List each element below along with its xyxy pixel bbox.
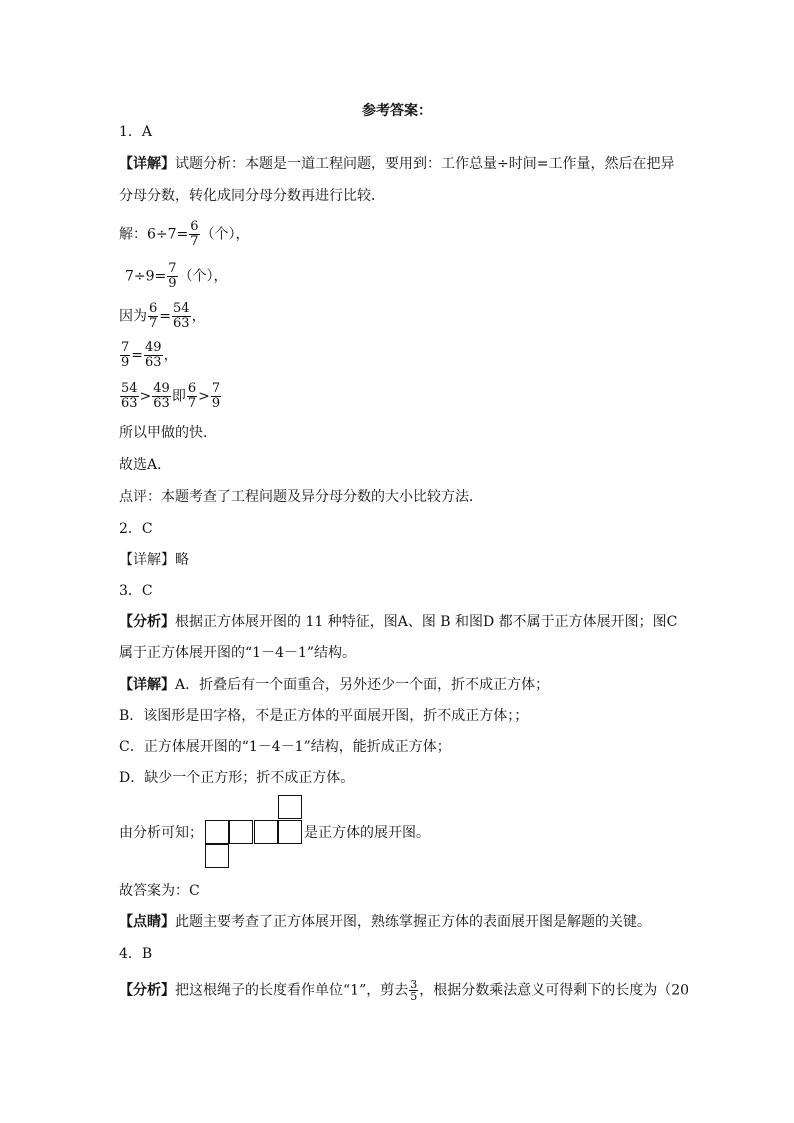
unit-text: （个）， — [200, 226, 250, 243]
q3-analysis-line1 — [119, 612, 677, 632]
tip-tag: 【点睛】 — [119, 914, 175, 930]
unit-text: （个）， — [178, 268, 228, 285]
second-prefix: 7÷9= — [125, 268, 167, 285]
q1-because-line — [119, 302, 206, 331]
fraction-6-7: $\frac{6}{7}$ — [190, 219, 199, 249]
q1-number: 1．A — [119, 124, 153, 140]
solution-prefix: 解：6÷7= — [119, 226, 189, 243]
q3-analysis-line2: 属于正方体展开图的“1－4－1”结构。 — [119, 645, 357, 661]
detail-text: 试题分析：本题是一道工程问题，要用到：工作总量÷时间=工作量，然后在把异 — [175, 156, 675, 172]
fraction-49-63: $\frac{49}{63}$ — [145, 340, 162, 370]
equals-sign: = — [131, 347, 144, 364]
comma: ， — [163, 347, 178, 364]
fraction-54-63: $\frac{54}{63}$ — [121, 381, 138, 411]
q1-second-line — [125, 262, 228, 291]
q3-is-net: 是正方体的展开图。 — [304, 825, 430, 841]
analysis-text-a: 把这根绳子的长度看作单位“1”，剪去 — [175, 982, 409, 999]
analysis-text: 根据正方体展开图的 11 种特征，图A、图 B 和图D 都不属于正方体展开图；图C — [175, 614, 678, 630]
q3-detail-d: D．缺少一个正方形；折不成正方体。 — [119, 770, 355, 786]
detail-tag: 【详解】 — [119, 677, 175, 693]
q1-seven-ninths-line — [119, 341, 178, 370]
detail-tag: 【详解】 — [119, 156, 175, 172]
q1-conclusion: 所以甲做的快． — [119, 425, 217, 441]
fraction-49-63: $\frac{49}{63}$ — [153, 381, 170, 411]
q3-number: 3．C — [119, 583, 153, 599]
net-square — [229, 820, 253, 844]
fraction-7-9: $\frac{7}{9}$ — [121, 340, 130, 370]
q2-number: 2．C — [119, 521, 153, 537]
q3-detail-a — [119, 675, 549, 695]
analysis-tag: 【分析】 — [119, 614, 175, 630]
analysis-text-b: ，根据分数乘法意义可得剩下的长度为（20 — [419, 982, 690, 999]
fraction-3-5: $\frac{3}{5}$ — [410, 978, 418, 1003]
analysis-tag: 【分析】 — [119, 982, 175, 999]
q1-comment: 点评：本题考查了工程问题及异分母分数的大小比较方法． — [119, 489, 483, 505]
q3-detail-b: B．该图形是田字格，不是正方体的平面展开图，折不成正方体；； — [119, 708, 529, 724]
cube-net-figure — [205, 795, 305, 870]
net-square — [254, 820, 278, 844]
detail-text: A．折叠后有一个面重合，另外还少一个面，折不成正方体； — [175, 677, 550, 693]
net-square — [278, 820, 302, 844]
q4-analysis — [119, 979, 689, 1002]
comma: ， — [191, 308, 206, 325]
q1-compare-line — [119, 382, 222, 411]
tip-text: 此题主要考查了正方体展开图，熟练掌握正方体的表面展开图是解题的关键。 — [175, 914, 651, 930]
q1-detail-line2: 分母分数，转化成同分母分数再进行比较． — [119, 188, 385, 204]
q3-answer: 故答案为：C — [119, 883, 200, 899]
q1-choice: 故选A． — [119, 457, 172, 473]
because-text: 因为 — [119, 308, 147, 325]
q1-solution-line — [119, 220, 250, 249]
net-square — [205, 820, 229, 844]
net-square — [205, 844, 229, 868]
q3-tip — [119, 912, 651, 932]
q3-detail-c: C．正方体展开图的“1－4－1”结构，能折成正方体； — [119, 739, 451, 755]
q1-detail-line1 — [119, 154, 674, 174]
equals-sign: = — [159, 308, 172, 325]
ji-text: 即 — [171, 388, 186, 405]
q2-detail: 【详解】略 — [119, 552, 189, 568]
fraction-7-9: $\frac{7}{9}$ — [211, 381, 221, 411]
fraction-6-7: $\frac{6}{7}$ — [149, 301, 158, 331]
fraction-54-63: $\frac{54}{63}$ — [173, 301, 190, 331]
greater-sign: > — [139, 388, 152, 405]
fraction-7-9: $\frac{7}{9}$ — [168, 261, 177, 291]
fraction-6-7: $\frac{6}{7}$ — [187, 381, 197, 411]
page-title: 参考答案： — [362, 103, 432, 119]
greater-sign: > — [198, 388, 210, 405]
q4-number: 4．B — [119, 946, 153, 962]
net-square — [278, 795, 302, 819]
q3-by-analysis: 由分析可知； — [119, 825, 203, 841]
